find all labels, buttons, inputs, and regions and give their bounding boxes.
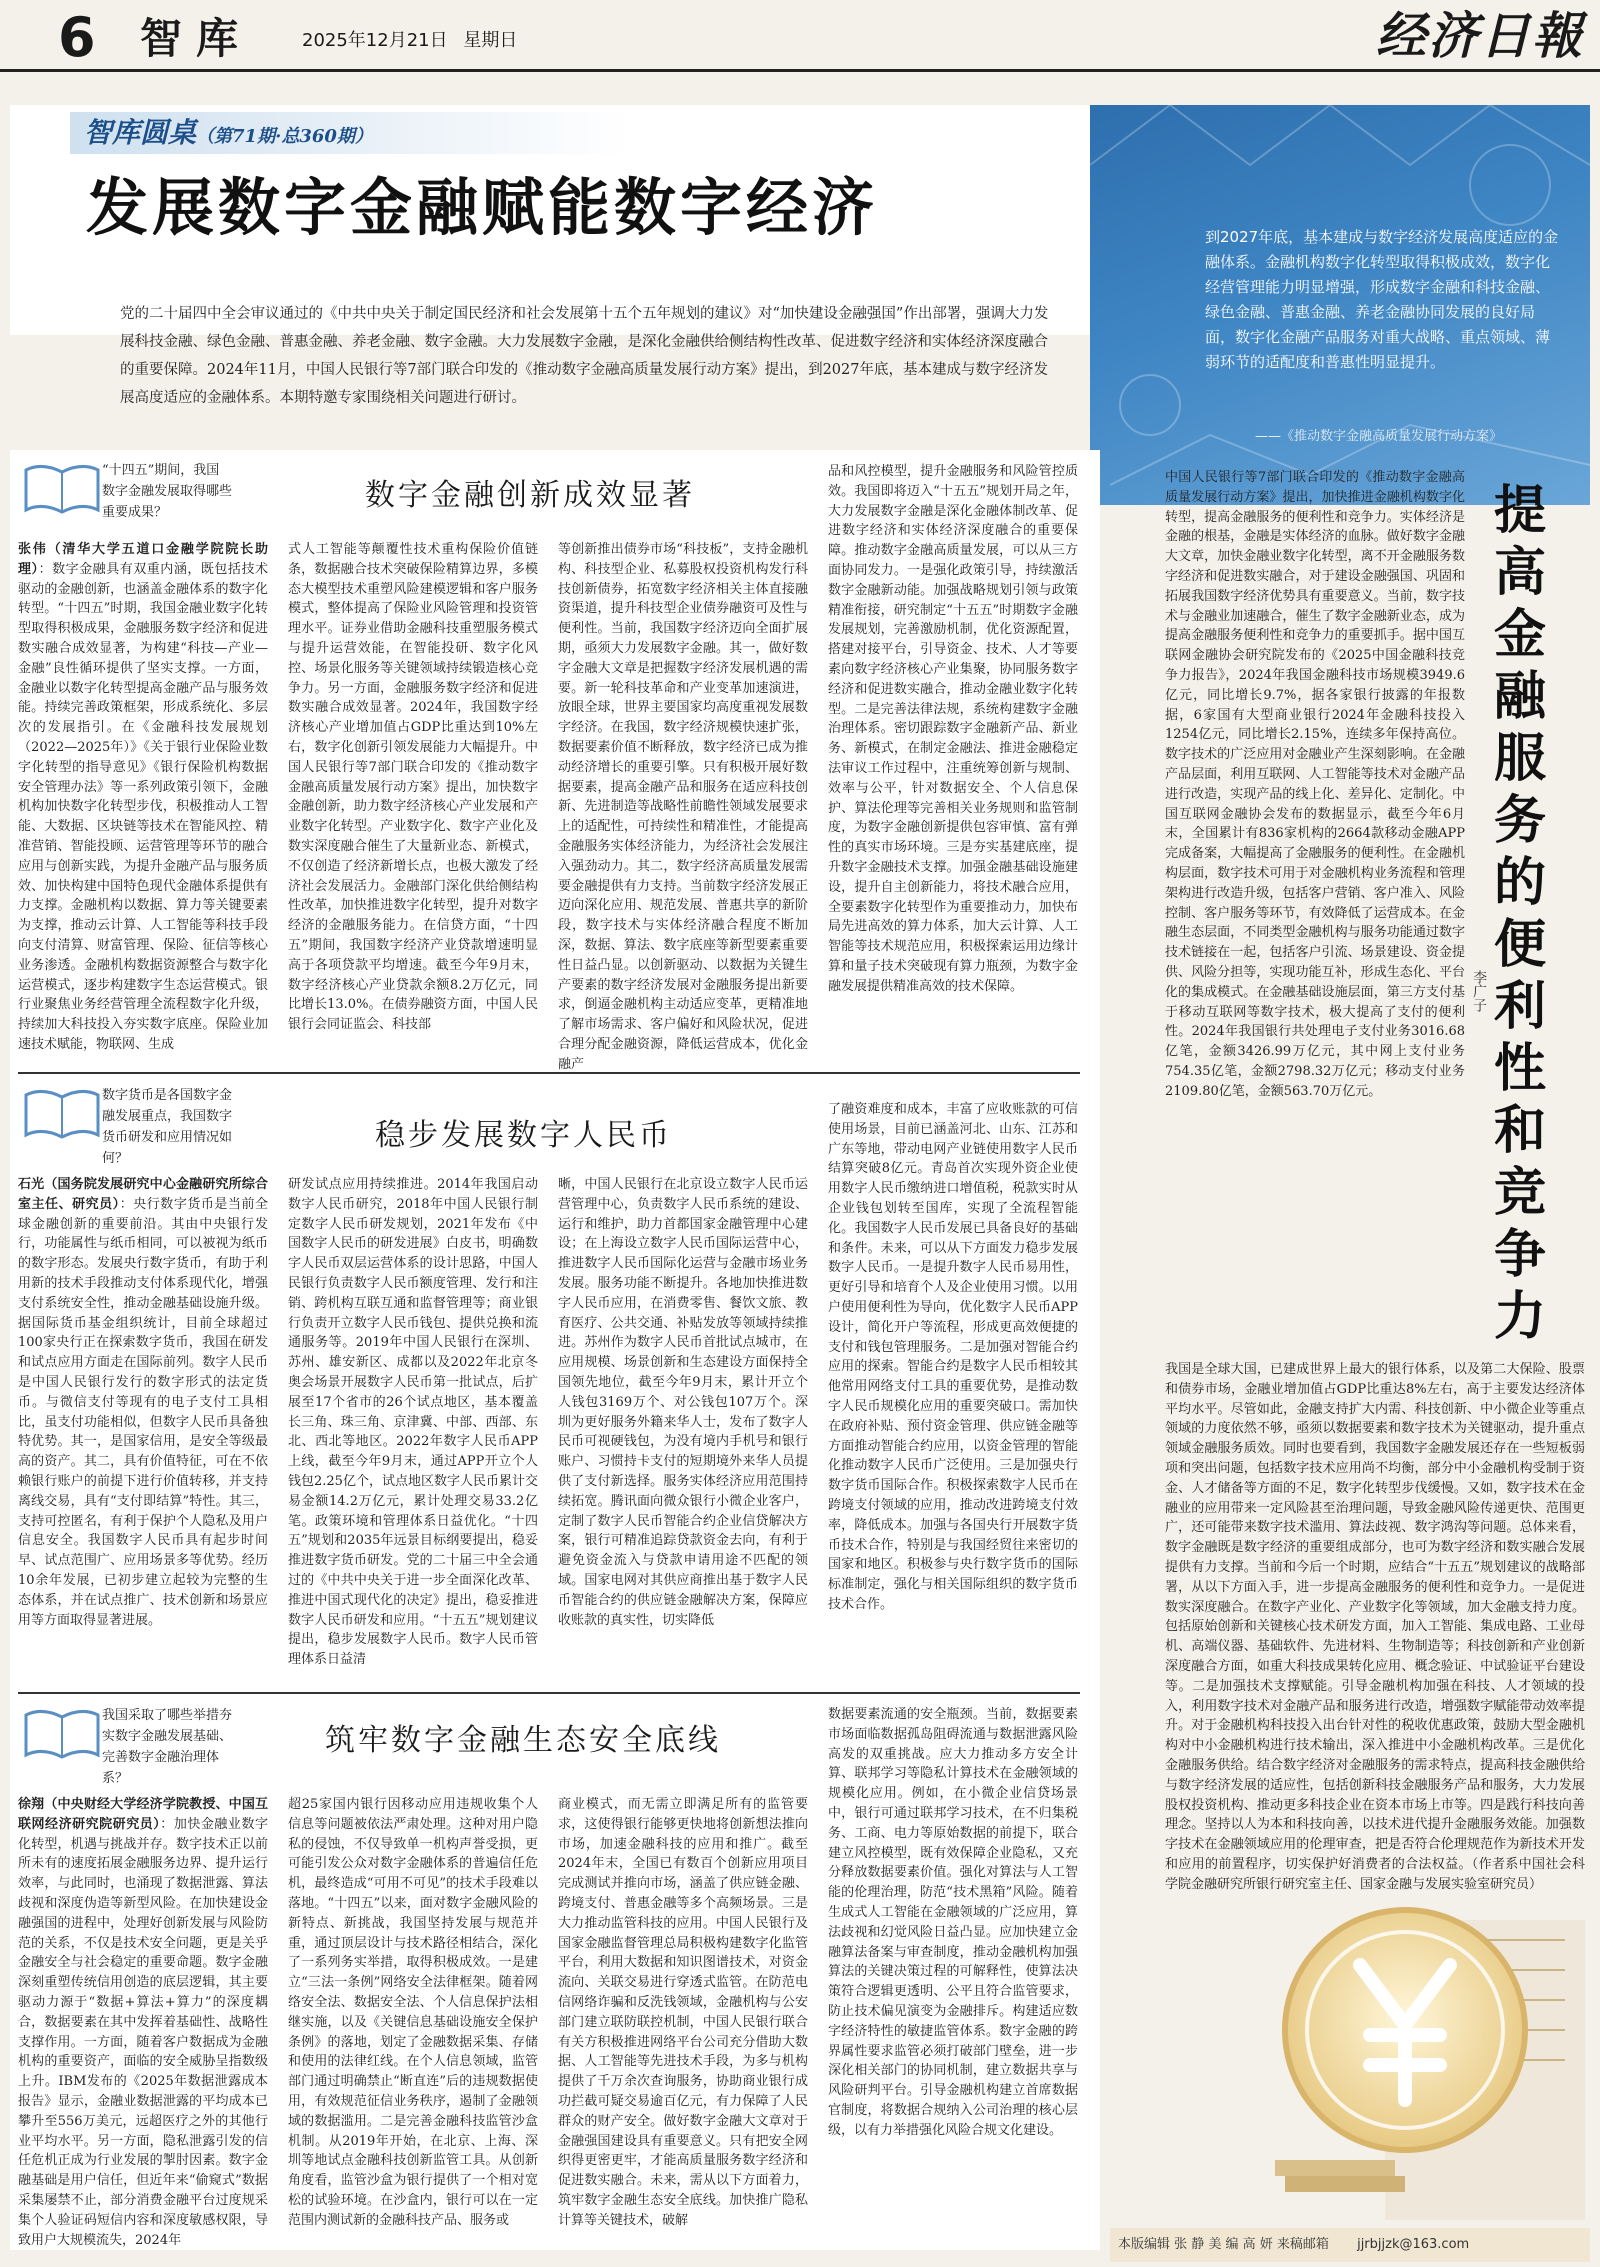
section-question: “十四五”期间，我国数字金融发展取得哪些重要成果？ — [102, 463, 233, 520]
weekday-text: 星期日 — [463, 30, 518, 51]
commentary-text: 我国是全球大国，已建成世界上最大的银行体系，以及第二大保险、股票和债券市场，金融业增加值占GDP比重达8%左右，高于主要发达经济体平均水平。尽管如此，金融支持扩大内需、科技创新、中小微企业等重点领域的力度依然不够，亟须以数据要素和数字技术为关键驱动，提升重点领域金融服务质效。同时也要看到，我国数字金融发展还存在一些短板弱项和突出问题，包括数字技术应用尚不均衡，部分中小金融机构受制于资金、人才储备等方面的不足，数字化转型步伐缓慢。又如，数字技术在金融业的应用带来一定风险甚至治理问题，导致金融风险传递更快、范围更广，还可能带来数字技术滥用、算法歧视、数字鸿沟等问题。总体来看，数字金融既是数字经济的重要组成部分，也可为数字经济和数实融合发展提供有力支撑。当前和今后一个时期，应结合“十五五”规划建议的战略部署，从以下方面入手，进一步提高金融服务的便利性和竞争力。一是促进数实深度融合。在数字产业化、产业数字化等领域，加大金融支持力度。包括原始创新和关键核心技术研发方面，加入工智能、集成电路、工业母机、高端仪器、基础软件、先进材料、生物制造等；科技创新和产业创新深度融合方面，如重大科技成果转化应用、概念验证、中试验证平台建设等。二是加强技术支撑赋能。引导金融机构加强在科技、人才领域的投入，利用数字技术对金融产品和服务进行改造，增强数字赋能带动效率提升。对于金融机构科技投入出台针对性的税收优惠政策，鼓励大型金融机构对中小金融机构进行技术输出，深入推进中小金融机构改革。三是优化金融服务供给。结合数字经济对金融服务的需求特点，提高科技金融供给与数字经济发展的适应性，包括创新科技金融服务产品和服务，大力发展股权投资机构、推动更多科技企业在资本市场上市等。四是践行科技向善理念。坚持以人为本和科技向善，以技术进代提升金融服务效能。加强数字技术在金融领域应用的伦理审查，把是否符合伦理规范作为新技术开发和应用的前置程序，切实保护好消费者的合法权益。（作者系中国社会科学院金融研究所银行研究室主任、国家金融与发展实验室研究员） — [1165, 1362, 1585, 1892]
book-icon — [22, 460, 102, 516]
article-column: 等创新推出债券市场“科技板”，支持金融机构、科技型企业、私募股权投资机构发行科技创新债券，拓宽数字经济相关主体直接融资渠道，提升科技型企业债券融资可及性与便利性。当前，我国数字经济迈向全面扩展期，亟须大力发展数字金融。其一，做好数字金融大文章是把握数字经济发展机遇的需要。新一轮科技革命和产业变革加速演进，放眼全球，世界主要国家均高度重视发展数字经济。在我国，数字经济规模快速扩张，数据要素价值不断释放，数字经济已成为推动经济增长的重要引擎。只有积极开展好数据要素，提高金融产品和服务在适应科技创新、先进制造等战略性前瞻性领域发展要求上的适配性，可持续性和精准性，才能提高金融服务实体经济能力，为经济社会发展注入强劲动力。其二，数字经济高质量发展需要金融提供有力支持。当前数字经济发展正迈向深化应用、规范发展、普惠共享的新阶段，数字技术与实体经济融合程度不断加深，数据、算法、数字底座等新型要素重要性日益凸显。以创新驱动、以数据为关键生产要素的数字经济发展对金融服务提出新要求，倒逼金融机构主动适应变革，更精准地了解市场需求、客户偏好和风险状况，促进合理分配金融资源，降低运营成本，优化金融产 — [558, 542, 808, 1072]
section-title: 数字金融创新成效显著 — [365, 478, 695, 513]
article-column: 式人工智能等颠覆性技术重构保险价值链条，数据融合技术突破保险精算边界，多模态大模型技术重塑风险建模逻辑和客户服务模式，整体提高了保险业风险管理和投资管理水平。证券业借助金融科技重塑服务模式与提升运营效能，在智能投研、数字化风控、场景化服务等关键领域持续锻造核心竞争力。另一方面，金融服务数字经济和促进数实融合成效显著。2024年，我国数字经济核心产业增加值占GDP比重达到10%左右，数字化创新引领发展能力大幅提升。中国人民银行等7部门联合印发的《推动数字金融高质量发展行动方案》提出，加快数字金融创新，助力数字经济核心产业发展和产业数字化转型。产业数字化、数字产业化及数实深度融合催生了大量新业态、新模式，不仅创造了经济新增长点，也极大激发了经济社会发展活力。金融部门深化供给侧结构性改革，加快推进数字化转型，提升对数字经济的金融服务能力。在信贷方面，“十四五”期间，我国数字经济产业贷款增速明显高于各项贷款平均增速。截至今年9月末，数字经济核心产业贷款余额8.2万亿元，同比增长13.0%。在债券融资方面，中国人民银行会同证监会、科技部 — [288, 542, 538, 1033]
section-question: 数字货币是各国数字金融发展重点，我国数字货币研发和应用情况如何？ — [102, 1088, 233, 1166]
author-byline: 徐翔（中央财经大学经济学院教授、中国互联网经济研究院研究员） — [18, 1797, 268, 1832]
date-text: 2025年12月21日 — [302, 30, 448, 51]
author-byline: 张伟（清华大学五道口金融学院院长助理） — [18, 542, 268, 577]
main-headline: 发展数字金融赋能数字经济 — [86, 171, 879, 244]
column-text: ：加快金融业数字化转型，机遇与挑战并存。数字技术正以前所未有的速度拓展金融服务边界、提升运行效率，与此同时，也涌现了数据泄露、算法歧视和深度伪造等新型风险。在加快建设金融强国的进程中，处理好创新发展与风险防范的关系，不仅是技术安全问题，更是关乎金融安全与社会稳定的重要命题。数字金融深刻重塑传统信用创造的底层逻辑，其主要驱动力源于“数据+算法+算力”的深度耦合，数据要素在其中发挥着基础性、战略性支撑作用。一方面，随着客户数据成为金融机构的重要资产，面临的安全威胁呈指数级上升。IBM发布的《2025年数据泄露成本报告》显示，金融业数据泄露的平均成本已攀升至556万美元，远超医疗之外的其他行业平均水平。另一方面，隐私泄露引发的信任危机正成为行业发展的掣肘因素。数字金融基础是用户信任，但近年来“偷窥式”数据采集屡禁不止，部分消费金融平台过度规采集个人验证码短信内容和深度敏感权限，导致用户大规模流失，2024年 — [18, 1816, 268, 2248]
author-byline: 石光（国务院发展研究中心金融研究所综合室主任、研究员） — [18, 1177, 268, 1212]
footer-editors: 本版编辑 张 静 美 编 高 妍 来稿邮箱 — [1118, 2237, 1329, 2252]
commentary-title: 提高金融服务的便利性和竞争力 — [1493, 481, 1546, 1347]
section-question: 我国采取了哪些举措夯实数字金融发展基础、完善数字金融治理体系？ — [102, 1708, 233, 1786]
yuan-coin-illustration-icon — [1155, 1800, 1595, 2240]
section-name: 智库 — [140, 14, 253, 63]
column-text: ：数字金融具有双重内涵，既包括技术驱动的金融创新，也涵盖金融体系的数字化转型。“十四五”时期，我国金融业数字化转型取得积极成果，金融服务数字经济和促进数实融合成效显著，为构建“科技—产业—金融”良性循环提供了坚实支撑。一方面，金融业以数字化转型提高金融产品与服务效能。持续完善政策框架，形成系统化、多层次的发展指引。在《金融科技发展规划（2022—2025年）》《关于银行业保险业数字化转型的指导意见》《银行保险机构数据安全管理办法》等一系列政策引领下，金融机构加快数字化转型步伐，积极推动人工智能、大数据、区块链等技术在智能风控、精准营销、智能投顾、运营管理等环节的融合应用与创新实践，为提升金融产品与服务质效、加快构建中国特色现代金融体系提供有力支撑。金融机构以数据、算力等关键要素为支撑，推动云计算、人工智能等科技手段向支付清算、财富管理、保险、征信等核心业务渗透。金融机构数据资源整合与数字化运营模式，逐步构建数字生态运营模式。银行业聚焦业务经营管理全流程数字化升级，持续加大科技投入夯实数字底座。保险业加速技术赋能，物联网、生成 — [18, 561, 268, 1052]
article-column: 品和风控模型，提升金融服务和风险管控质效。我国即将迈入“十五五”规划开局之年，大力发展数字金融是深化金融体制改革、促进数字经济和实体经济深度融合的重要保障。推动数字金融高质量发展，可以从三方面协同发力。一是强化政策引导，持续激活数字金融新动能。加强战略规划引领与政策精准衔接，研究制定“十五五”时期数字金融发展规划，完善激励机制，优化资源配置，搭建对接平台，引导资金、技术、人才等要素向数字经济核心产业集聚，协同服务数字经济和促进数实融合，推动金融业数字化转型。二是完善法律法规，系统构建数字金融治理体系。密切跟踪数字金融新产品、新业务、新模式，在制定金融法、推进金融稳定法审议工作过程中，注重统筹创新与规制、效率与公平，针对数据安全、个人信息保护、算法伦理等完善相关业务规则和监管制度，为数字金融创新提供包容审慎、富有弹性的真实市场环境。三是夯实基建底座，提升数字金融技术支撑。加强金融基础设施建设，提升自主创新能力，将技术融合应用，全要素数字化转型作为重要推动力，加快布局先进高效的算力体系，加大云计算、人工智能等技术规范应用，积极探索运用边缘计算和量子技术突破现有算力瓶颈，为数字金融发展提供精准高效的技术保障。 — [828, 464, 1078, 994]
column-text: ：央行数字货币是当前全球金融创新的重要前沿。其由中央银行发行，功能属性与纸币相同，可以被视为纸币的数字形态。发展央行数字货币，有助于利用新的技术手段推动支付体系现代化，增强支付系统安全性，推动金融基础设施升级。据国际货币基金组织统计，目前全球超过100家央行正在探索数字货币，我国在研发和试点应用方面走在国际前列。数字人民币是中国人民银行发行的数字形式的法定货币。与微信支付等现有的电子支付工具相比，虽支付功能相似，但数字人民币具备独特优势。其一，是国家信用，是安全等级最高的资产。其二，具有价值特征，可在不依赖银行账户的前提下进行价值转移，并支持离线交易，具有“支付即结算”特性。其三，支持可控匿名，有利于保护个人隐私及用户信息安全。我国数字人民币具有起步时间早、试点范围广、应用场景多等优势。经历10余年发展，已初步建立起较为完整的生态体系，并在试点推广、技术创新和场景应用等方面取得显著进展。 — [18, 1196, 268, 1628]
article-column — [18, 1795, 268, 2248]
article-column: 商业模式，而无需立即满足所有的监管要求，这使得银行能够更快地将创新想法推向市场，加速金融科技的应用和推广。截至2024年末，全国已有数百个创新应用项目完成测试并推向市场，涵盖了供应链金融、跨境支付、普惠金融等多个高频场景。三是大力推动监管科技的应用。中国人民银行及国家金融监督管理总局积极构建数字化监管平台，利用大数据和知识图谱技术，对资金流向、关联交易进行穿透式监管。在防范电信网络诈骗和反洗钱领域，金融机构与公安部门建立联防联控机制，中国人民银行联合有关方积极推进网络平台公司充分借助大数据、人工智能等先进技术手段，为多与机构提供了千万余次查询服务，协助商业银行成功拦截可疑交易逾百亿元，有力保障了人民群众的财产安全。做好数字金融大文章对于金融强国建设具有重要意义。只有把安全网织得更密更牢，才能高质量服务数字经济和促进数实融合。未来，需从以下方面着力，筑牢数字金融生态安全底线。加快推广隐私计算等关键技术，破解 — [558, 1797, 808, 2228]
intro-paragraph: 党的二十届四中全会审议通过的《中共中央关于制定国民经济和社会发展第十五个五年规划的建议》对“加快建设金融强国”作出部署，强调大力发展科技金融、绿色金融、普惠金融、养老金融、数字金融。大力发展数字金融，是深化金融供给侧结构性改革、促进数字经济和实体经济深度融合的重要保障。2024年11月，中国人民银行等7部门联合印发的《推动数字金融高质量发展行动方案》提出，到2027年底，基本建成与数字经济发展高度适应的金融体系。本期特邀专家围绕相关问题进行研讨。 — [120, 306, 1049, 406]
publication-date — [302, 26, 517, 52]
article-column: 数据要素流通的安全瓶颈。当前，数据要素市场面临数据孤岛阻碍流通与数据泄露风险高发的双重挑战。应大力推动多方安全计算、联邦学习等隐私计算技术在金融领域的规模化应用。例如，在小微企业信贷场景中，银行可通过联邦学习技术，在不归集税务、工商、电力等原始数据的前提下，联合建立风控模型，既有效保障企业隐私，又充分释放数据要素价值。强化对算法与人工智能的伦理治理，防范“技术黑箱”风险。随着生成式人工智能在金融领域的广泛应用，算法歧视和幻觉风险日益凸显。应加快建立金融算法备案与审查制度，推动金融机构加强算法的关键决策过程的可解释性，使算法决策符合逻辑更透明、公平且符合监管要求，防止技术偏见演变为金融排斥。构建适应数字经济特性的敏捷监管体系。数字金融的跨界属性要求监管必须打破部门壁垒，进一步深化相关部门的协同机制，建立数据共享与风险研判平台。引导金融机构建立首席数据官制度，将数据合规纳入公司治理的核心层级，以有力举措强化风险合规文化建设。 — [828, 1707, 1078, 2138]
article-column — [18, 540, 268, 1060]
section-title: 筑牢数字金融生态安全底线 — [325, 1723, 721, 1758]
quote-source: ——《推动数字金融高质量发展行动方案》 — [1255, 429, 1503, 444]
article-column: 研发试点应用持续推进。2014年我国启动数字人民币研究，2018年中国人民银行制定数字人民币研发规划，2021年发布《中国数字人民币的研发进展》白皮书，明确数字人民币双层运营体系的设计思路，中国人民银行负责数字人民币额度管理、发行和注销、跨机构互联互通和监督管理等；商业银行负责开立数字人民币钱包、提供兑换和流通服务等。2019年中国人民银行在深圳、苏州、雄安新区、成都以及2022年北京冬奥会场景开展数字人民币第一批试点，后扩展至17个省市的26个试点地区，基本覆盖长三角、珠三角、京津冀、中部、西部、东北、西北等地区。2022年数字人民币APP上线，截至今年9月末，通过APP开立个人钱包2.25亿个，试点地区数字人民币累计交易金额14.2万亿元，累计处理交易33.2亿笔。政策环境和管理体系日益优化。“十四五”规划和2035年远景目标纲要提出，稳妥推进数字货币研发。党的二十届三中全会通过的《中共中央关于进一步全面深化改革、推进中国式现代化的决定》提出，稳妥推进数字人民币研发和应用。“十五五”规划建议提出，稳步发展数字人民币。数字人民币管理体系日益清 — [288, 1177, 538, 1668]
commentary-text: 中国人民银行等7部门联合印发的《推动数字金融高质量发展行动方案》提出，加快推进金融机构数字化转型，提高金融服务的便利性和竞争力。实体经济是金融的根基，金融是实体经济的血脉。做好数字金融大文章，加快金融业数字化转型，离不开金融服务数字经济和促进数实融合，对于建设金融强国、巩固和拓展我国数字经济优势具有重要意义。当前，数字技术与金融业加速融合，催生了数字金融新业态，成为提高金融服务便利性和竞争力的重要抓手。据中国互联网金融协会研究院发布的《2025中国金融科技竞争力报告》，2024年我国金融科技市场规模3949.6亿元，同比增长9.7%，据各家银行披露的年报数据，6家国有大型商业银行2024年金融科技投入1254亿元，同比增长2.15%，连续多年保持高位。数字技术的广泛应用对金融业产生深刻影响。在金融产品层面，利用互联网、人工智能等技术对金融产品进行改造，实现产品的线上化、差异化、定制化。中国互联网金融协会发布的数据显示，截至今年6月末，全国累计有836家机构的2664款移动金融APP完成备案，大幅提高了金融服务的便利性。在金融机构层面，数字技术可用于对金融机构业务流程和管理架构进行改造升级，包括客户营销、客户准入、风险控制、客户服务等环节，有效降低了运营成本。在金融生态层面，不同类型金融机构与服务功能通过数字技术链接在一起，包括客户引流、场景建设、资金提供、风险分担等，实现功能互补，形成生态化、平台化的集成模式。在金融基础设施层面，第三方支付基于移动互联网等数字技术，极大提高了支付的便利性。2024年我国银行共处理电子支付业务3016.68亿笔，金额3426.99万亿元，其中网上支付业务754.35亿笔，金额2798.32万亿元；移动支付业务2109.80亿笔，金额563.70万亿元。 — [1165, 470, 1465, 1099]
footer-email: jjrbjjzk@163.com — [1357, 2237, 1470, 2252]
article-column: 了融资难度和成本，丰富了应收账款的可信使用场景，目前已涵盖河北、山东、江苏和广东等地，带动电网产业链使用数字人民币结算突破8亿元。青岛首次实现外资企业使用数字人民币缴纳进口增值税，税款实时从企业钱包划转至国库，实现了全流程智能化。我国数字人民币发展已具备良好的基础和条件。未来，可以从下方面发力稳步发展数字人民币。一是提升数字人民币易用性，更好引导和培育个人及企业使用习惯。以用户使用便利性为导向，优化数字人民币APP设计，简化开户等流程，形成更高效便捷的支付和钱包管理服务。二是加强对智能合约应用的探索。智能合约是数字人民币相较其他常用网络支付工具的重要优势，是推动数字人民币规模化应用的重要突破口。需加快在政府补贴、预付资金管理、供应链金融等方面推动智能合约应用，以资金管理的智能化推动数字人民币广泛使用。三是加强央行数字货币国际合作。积极探索数字人民币在跨境支付领域的应用，推动改进跨境支付效率，降低成本。加强与各国央行开展数字货币技术合作，特别是与我国经贸往来密切的国家和地区。积极参与央行数字货币的国际标准制定，强化与相关国际组织的数字货币技术合作。 — [828, 1102, 1078, 1612]
article-column: 晰，中国人民银行在北京设立数字人民币运营管理中心，负责数字人民币系统的建设、运行和维护，助力首都国家金融管理中心建设；在上海设立数字人民币国际运营中心，推进数字人民币国际化运营与金融市场业务发展。服务功能不断提升。各地加快推进数字人民币应用，在消费零售、餐饮文旅、教育医疗、公共交通、补贴发放等领域持续推进。苏州作为数字人民币首批试点城市，在应用规模、场景创新和生态建设方面保持全国领先地位，截至今年9月末，累计开立个人钱包3169万个、对公钱包107万个。深圳为更好服务外籍来华人士，发布了数字人民币可视硬钱包，为没有境内手机号和银行账户、习惯持卡支付的短期境外来华人员提供了支付新选择。服务实体经济应用范围持续拓宽。腾讯面向微众银行小微企业客户，定制了数字人民币智能合约企业信贷解决方案，银行可精准追踪贷款资金去向，有利于避免资金流入与贷款申请用途不匹配的领域。国家电网对其供应商推出基于数字人民币智能合约的供应链金融解决方案，保障应收账款的真实性，切实降低 — [558, 1177, 808, 1628]
page-footer — [1110, 2228, 1590, 2262]
section-divider — [18, 1692, 1080, 1694]
book-icon — [22, 1085, 102, 1141]
column-name: 智库圆桌 — [84, 116, 197, 149]
article-column — [18, 1175, 268, 1680]
section-title: 稳步发展数字人民币 — [375, 1118, 672, 1153]
column-label — [70, 112, 630, 154]
article-column: 超25家国内银行因移动应用违规收集个人信息等问题被依法严肃处理。这种对用户隐私的侵蚀，不仅导致单一机构声誉受损，更可能引发公众对数字金融体系的普遍信任危机，最终造成“可用不可见”的技术手段难以落地。“十四五”以来，面对数字金融风险的新特点、新挑战，我国坚持发展与规范并重，通过顶层设计与技术路径相结合，深化了一系列务实举措，取得积极成效。一是建立“三法一条例”网络安全法律框架。随着网络安全法、数据安全法、个人信息保护法相继实施，以及《关键信息基础设施安全保护条例》的落地，划定了金融数据采集、存储和使用的法律红线。在个人信息领域，监管部门通过明确禁止“断直连”后的违规数据使用，有效规范征信业务秩序，遏制了金融领域的数据滥用。二是完善金融科技监管沙盒机制。从2019年开始，在北京、上海、深圳等地试点金融科技创新监管工具。从创新角度看，监管沙盒为银行提供了一个相对宽松的试验环境。在沙盒内，银行可以在一定范围内测试新的金融科技产品、服务或 — [288, 1797, 538, 2228]
book-icon — [22, 1705, 102, 1761]
newspaper-masthead-logo: 经济日報 — [1376, 6, 1584, 65]
page-number: 6 — [58, 6, 96, 69]
commentary-author: 李广子 — [1471, 970, 1487, 1012]
column-issue: （第71期·总360期） — [196, 126, 373, 147]
section-divider — [18, 1072, 1080, 1074]
highlight-quote: 到2027年底，基本建成与数字经济发展高度适应的金融体系。金融机构数字化转型取得积极成效，数字化经营管理能力明显增强，形成数字金融和科技金融、绿色金融、普惠金融、养老金融协同发展的良好局面，数字化金融产品服务对重大战略、重点领域、薄弱环节的适配度和普惠性明显提升。 — [1205, 228, 1559, 371]
